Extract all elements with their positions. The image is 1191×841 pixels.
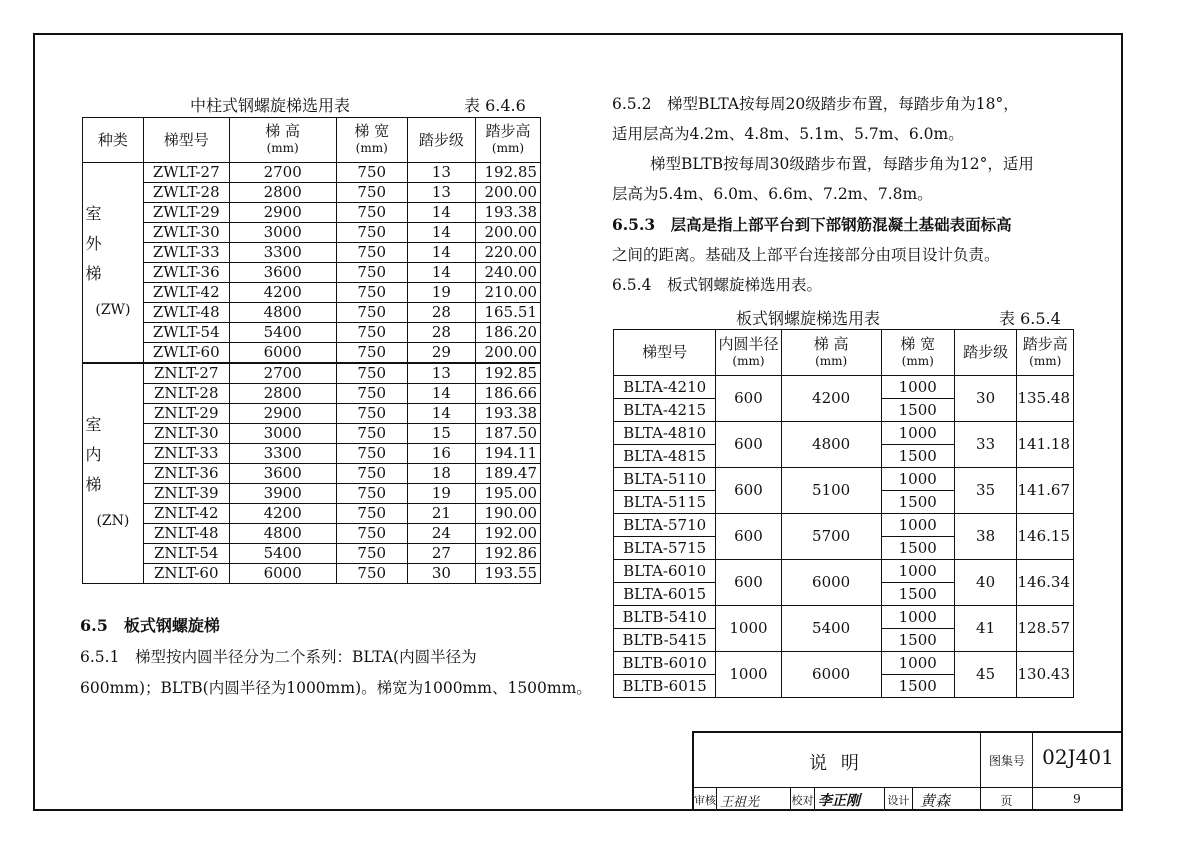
section-65-title: 6.5 板式钢螺旋梯 (80, 616, 220, 635)
header-model: 梯型号 (614, 330, 716, 376)
table-row (83, 564, 541, 584)
cell-model: BLTA-4210 (614, 376, 716, 399)
cell-model: ZNLT-28 (143, 384, 229, 404)
table-654-number: 表 6.5.4 (999, 309, 1061, 328)
cell-steps: 14 (407, 203, 475, 223)
cell-step_h: 195.00 (475, 484, 540, 504)
para-651-line1: 6.5.1 梯型按内圆半径分为二个系列：BLTA(内圆半径为 (80, 648, 477, 666)
cell-radius: 600 (716, 376, 781, 422)
cell-height: 5400 (229, 323, 336, 343)
cell-step_h: 210.00 (475, 283, 540, 303)
page-label: 页 (1000, 794, 1013, 808)
cell-width: 750 (336, 504, 407, 524)
cell-step-height: 146.34 (1017, 560, 1074, 606)
cell-width: 750 (336, 223, 407, 243)
cell-step-height: 130.43 (1017, 652, 1074, 698)
cell-step_h: 192.85 (475, 163, 540, 183)
cell-width: 1000 (881, 514, 954, 537)
cell-height: 4800 (781, 422, 881, 468)
cell-step_h: 193.55 (475, 564, 540, 584)
cell-width: 750 (336, 323, 407, 343)
cell-step_h: 186.66 (475, 384, 540, 404)
cell-steps: 45 (954, 652, 1017, 698)
cell-model: ZNLT-60 (143, 564, 229, 584)
table-654-title: 板式钢螺旋梯选用表 (736, 309, 881, 328)
cell-width: 750 (336, 544, 407, 564)
cell-width: 1500 (881, 491, 954, 514)
table-row (83, 243, 541, 263)
cell-width: 750 (336, 343, 407, 364)
cell-step_h: 240.00 (475, 263, 540, 283)
cell-width: 1000 (881, 560, 954, 583)
table-row (83, 384, 541, 404)
cell-step_h: 193.38 (475, 203, 540, 223)
cell-radius: 600 (716, 468, 781, 514)
cell-model: ZWLT-54 (143, 323, 229, 343)
cell-steps: 13 (407, 163, 475, 183)
cell-width: 1500 (881, 399, 954, 422)
atlas-label: 图集号 (988, 754, 1025, 768)
cell-width: 1500 (881, 583, 954, 606)
cell-width: 1500 (881, 675, 954, 698)
table-row (83, 323, 541, 343)
cell-steps: 15 (407, 424, 475, 444)
cell-radius: 1000 (716, 652, 781, 698)
cell-height: 3600 (229, 263, 336, 283)
cell-height: 4800 (229, 524, 336, 544)
table-row (83, 263, 541, 283)
para-654: 6.5.4 板式钢螺旋梯选用表。 (612, 276, 822, 294)
cell-step_h: 200.00 (475, 223, 540, 243)
cell-height: 5400 (781, 606, 881, 652)
cell-step_h: 186.20 (475, 323, 540, 343)
header-radius: 内圆半径 (mm) (716, 330, 781, 376)
table-row (614, 376, 1074, 399)
cell-height: 4800 (229, 303, 336, 323)
cell-steps: 14 (407, 223, 475, 243)
cell-height: 2900 (229, 203, 336, 223)
table-row (83, 183, 541, 203)
header-width: 梯 宽 (mm) (881, 330, 954, 376)
cell-width: 750 (336, 363, 407, 384)
cell-model: ZWLT-28 (143, 183, 229, 203)
cell-steps: 13 (407, 183, 475, 203)
title-block (692, 731, 1123, 811)
cell-steps: 41 (954, 606, 1017, 652)
cell-steps: 29 (407, 343, 475, 364)
cell-height: 2800 (229, 183, 336, 203)
table-row (83, 203, 541, 223)
table-row (83, 464, 541, 484)
cell-step_h: 165.51 (475, 303, 540, 323)
table-row (614, 468, 1074, 491)
cell-height: 2800 (229, 384, 336, 404)
table-646 (82, 117, 541, 584)
cell-model: ZWLT-29 (143, 203, 229, 223)
cell-steps: 30 (954, 376, 1017, 422)
cell-steps: 38 (954, 514, 1017, 560)
cell-steps: 13 (407, 363, 475, 384)
cell-steps: 33 (954, 422, 1017, 468)
cell-steps: 14 (407, 263, 475, 283)
para-652-line2: 适用层高为4.2m、4.8m、5.1m、5.7m、6.0m。 (612, 125, 964, 143)
cell-width: 750 (336, 203, 407, 223)
cell-width: 750 (336, 163, 407, 183)
cell-height: 6000 (229, 564, 336, 584)
cell-model: BLTA-4215 (614, 399, 716, 422)
cell-model: ZWLT-48 (143, 303, 229, 323)
cell-step_h: 200.00 (475, 183, 540, 203)
cell-model: ZWLT-36 (143, 263, 229, 283)
cell-model: ZNLT-33 (143, 444, 229, 464)
cell-height: 4200 (229, 283, 336, 303)
group-outdoor: 室外梯 (ZW) (83, 163, 144, 364)
cell-model: ZNLT-54 (143, 544, 229, 564)
cell-steps: 14 (407, 384, 475, 404)
cell-width: 750 (336, 424, 407, 444)
cell-model: ZWLT-42 (143, 283, 229, 303)
para-651-line2: 600mm)；BLTB(内圆半径为1000mm)。梯宽为1000mm、1500mm。 (80, 679, 592, 697)
cell-model: BLTA-4815 (614, 445, 716, 468)
cell-step_h: 193.38 (475, 404, 540, 424)
table-646-title: 中柱式钢螺旋梯选用表 (190, 96, 351, 115)
cell-height: 2700 (229, 163, 336, 183)
cell-steps: 28 (407, 303, 475, 323)
drawing-title: 说 明 (809, 753, 863, 774)
cell-width: 750 (336, 524, 407, 544)
cell-width: 1000 (881, 376, 954, 399)
cell-model: ZWLT-33 (143, 243, 229, 263)
cell-model: ZWLT-27 (143, 163, 229, 183)
cell-model: ZWLT-60 (143, 343, 229, 364)
cell-model: BLTA-6010 (614, 560, 716, 583)
review-label: 审核 (694, 794, 716, 807)
cell-step_h: 187.50 (475, 424, 540, 444)
cell-step_h: 220.00 (475, 243, 540, 263)
cell-step_h: 192.00 (475, 524, 540, 544)
cell-step_h: 189.47 (475, 464, 540, 484)
cell-model: BLTA-5710 (614, 514, 716, 537)
cell-model: ZNLT-30 (143, 424, 229, 444)
cell-width: 1000 (881, 652, 954, 675)
cell-radius: 600 (716, 560, 781, 606)
cell-height: 3000 (229, 223, 336, 243)
cell-width: 1500 (881, 629, 954, 652)
cell-width: 1000 (881, 468, 954, 491)
table-row (83, 363, 541, 384)
para-653-line2: 之间的距离。基础及上部平台连接部分由项目设计负责。 (612, 246, 1000, 264)
cell-width: 750 (336, 404, 407, 424)
cell-model: BLTB-6010 (614, 652, 716, 675)
para-653-line1: 6.5.3 层高是指上部平台到下部钢筋混凝土基础表面标高 (612, 215, 1012, 234)
cell-steps: 30 (407, 564, 475, 584)
cell-step-height: 141.67 (1017, 468, 1074, 514)
cell-height: 6000 (781, 652, 881, 698)
header-step-height: 踏步高 (mm) (1017, 330, 1074, 376)
table-row (614, 560, 1074, 583)
para-652-line4: 层高为5.4m、6.0m、6.6m、7.2m、7.8m。 (612, 185, 933, 203)
cell-model: BLTB-5410 (614, 606, 716, 629)
cell-steps: 28 (407, 323, 475, 343)
cell-height: 4200 (229, 504, 336, 524)
cell-width: 750 (336, 444, 407, 464)
cell-height: 2700 (229, 363, 336, 384)
table-row (83, 343, 541, 364)
cell-steps: 16 (407, 444, 475, 464)
cell-steps: 14 (407, 404, 475, 424)
review-signature: 王祖光 (720, 795, 760, 810)
header-model: 梯型号 (143, 118, 229, 163)
cell-model: BLTA-4810 (614, 422, 716, 445)
table-646-number: 表 6.4.6 (464, 96, 526, 115)
cell-height: 3000 (229, 424, 336, 444)
header-width: 梯 宽 (mm) (336, 118, 407, 163)
table-row (83, 424, 541, 444)
cell-height: 3900 (229, 484, 336, 504)
cell-width: 1000 (881, 422, 954, 445)
header-steps: 踏步级 (954, 330, 1017, 376)
cell-width: 750 (336, 384, 407, 404)
cell-model: BLTB-6015 (614, 675, 716, 698)
design-label: 设计 (887, 794, 910, 807)
cell-steps: 24 (407, 524, 475, 544)
cell-height: 4200 (781, 376, 881, 422)
table-row (83, 283, 541, 303)
cell-model: BLTA-6015 (614, 583, 716, 606)
cell-width: 750 (336, 484, 407, 504)
cell-height: 5400 (229, 544, 336, 564)
cell-model: ZNLT-27 (143, 363, 229, 384)
table-row (614, 422, 1074, 445)
cell-width: 1000 (881, 606, 954, 629)
cell-model: BLTB-5415 (614, 629, 716, 652)
check-label: 校对 (791, 794, 814, 807)
table-row (83, 303, 541, 323)
table-row (83, 544, 541, 564)
para-652-line3: 梯型BLTB按每周30级踏步布置，每踏步角为12°，适用 (650, 155, 1034, 173)
header-steps: 踏步级 (407, 118, 475, 163)
cell-height: 3600 (229, 464, 336, 484)
cell-width: 750 (336, 303, 407, 323)
page-number: 9 (1073, 792, 1081, 806)
cell-width: 750 (336, 283, 407, 303)
header-step-height: 踏步高 (mm) (475, 118, 540, 163)
table-row (614, 652, 1074, 675)
cell-width: 1500 (881, 537, 954, 560)
cell-height: 2900 (229, 404, 336, 424)
cell-step-height: 135.48 (1017, 376, 1074, 422)
cell-step_h: 194.11 (475, 444, 540, 464)
cell-model: ZNLT-36 (143, 464, 229, 484)
cell-radius: 600 (716, 422, 781, 468)
cell-steps: 21 (407, 504, 475, 524)
cell-model: BLTA-5110 (614, 468, 716, 491)
cell-model: ZNLT-39 (143, 484, 229, 504)
header-height: 梯 高 (mm) (781, 330, 881, 376)
cell-width: 750 (336, 243, 407, 263)
header-height: 梯 高 (mm) (229, 118, 336, 163)
design-signature: 黄森 (920, 792, 951, 810)
cell-steps: 19 (407, 484, 475, 504)
cell-width: 750 (336, 464, 407, 484)
table-row (83, 484, 541, 504)
table-row (614, 606, 1074, 629)
check-signature: 李正刚 (818, 793, 860, 809)
table-row (83, 223, 541, 243)
cell-steps: 35 (954, 468, 1017, 514)
cell-height: 3300 (229, 243, 336, 263)
cell-step-height: 146.15 (1017, 514, 1074, 560)
cell-step-height: 128.57 (1017, 606, 1074, 652)
cell-step-height: 141.18 (1017, 422, 1074, 468)
cell-step_h: 192.86 (475, 544, 540, 564)
cell-steps: 27 (407, 544, 475, 564)
table-row (614, 514, 1074, 537)
cell-steps: 18 (407, 464, 475, 484)
cell-height: 6000 (229, 343, 336, 364)
cell-height: 6000 (781, 560, 881, 606)
group-indoor: 室内梯 (ZN) (83, 363, 144, 584)
table-row (83, 444, 541, 464)
header-kind: 种类 (83, 118, 144, 163)
cell-width: 750 (336, 564, 407, 584)
table-654 (613, 329, 1074, 698)
cell-model: BLTA-5715 (614, 537, 716, 560)
cell-model: ZWLT-30 (143, 223, 229, 243)
cell-model: ZNLT-48 (143, 524, 229, 544)
para-652-line1: 6.5.2 梯型BLTA按每周20级踏步布置，每踏步角为18°， (612, 95, 1019, 113)
cell-steps: 40 (954, 560, 1017, 606)
cell-step_h: 192.85 (475, 363, 540, 384)
cell-radius: 1000 (716, 606, 781, 652)
cell-height: 5700 (781, 514, 881, 560)
cell-height: 5100 (781, 468, 881, 514)
table-row (83, 504, 541, 524)
atlas-number: 02J401 (1042, 745, 1114, 769)
cell-model: ZNLT-42 (143, 504, 229, 524)
cell-step_h: 190.00 (475, 504, 540, 524)
table-row (83, 163, 541, 183)
cell-width: 750 (336, 183, 407, 203)
table-row (83, 404, 541, 424)
cell-width: 1500 (881, 445, 954, 468)
cell-height: 3300 (229, 444, 336, 464)
cell-model: ZNLT-29 (143, 404, 229, 424)
cell-step_h: 200.00 (475, 343, 540, 364)
cell-steps: 14 (407, 243, 475, 263)
cell-steps: 19 (407, 283, 475, 303)
cell-model: BLTA-5115 (614, 491, 716, 514)
cell-width: 750 (336, 263, 407, 283)
cell-radius: 600 (716, 514, 781, 560)
table-row (83, 524, 541, 544)
